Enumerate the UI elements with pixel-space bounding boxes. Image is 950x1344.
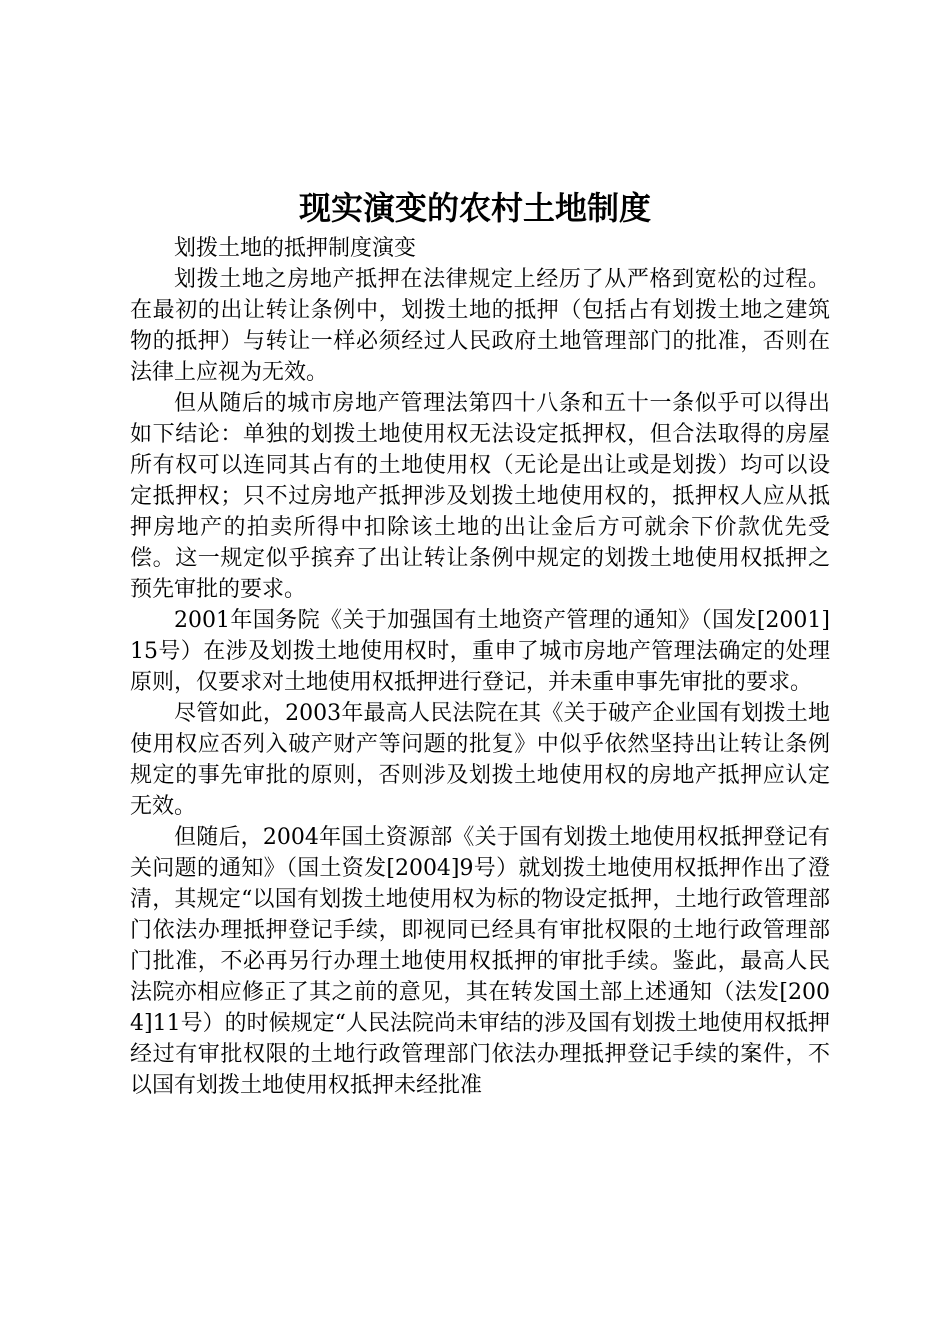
paragraph: 但从随后的城市房地产管理法第四十八条和五十一条似乎可以得出如下结论：单独的划拨土地使用权无法设定抵押权，但合法取得的房屋所有权可以连同其占有的土地使用权（无论是出让或是划拨）均可以设定抵押权；只不过房地产抵押涉及划拨土地使用权的，抵押权人应从抵押房地产的拍卖所得中扣除该土地的出让金后方可就余下价款优先受偿。这一规定似乎摈弃了出让转让条例中规定的划拨土地使用权抵押之预先审批的要求。 <box>130 391 830 602</box>
paragraph: 划拨土地之房地产抵押在法律规定上经历了从严格到宽松的过程。在最初的出让转让条例中，划拨土地的抵押（包括占有划拨土地之建筑物的抵押）与转让一样必须经过人民政府土地管理部门的批准，否则在法律上应视为无效。 <box>130 267 830 385</box>
document-body <box>130 233 830 1101</box>
document-title: 现实演变的农村土地制度 <box>298 189 651 227</box>
section-heading: 划拨土地的抵押制度演变 <box>174 236 417 261</box>
paragraph: 尽管如此，2003年最高人民法院在其《关于破产企业国有划拨土地使用权应否列入破产财产等问题的批复》中似乎依然坚持出让转让条例规定的事先审批的原则，否则涉及划拨土地使用权的房地产抵押应认定无效。 <box>130 701 830 819</box>
paragraph: 但随后，2004年国土资源部《关于国有划拨土地使用权抵押登记有关问题的通知》（国土资发[2004]9号）就划拨土地使用权抵押作出了澄清，其规定“以国有划拨土地使用权为标的物设定抵押，土地行政管理部门依法办理抵押登记手续，即视同已经具有审批权限的土地行政管理部门批准，不必再另行办理土地使用权抵押的审批手续。鉴此，最高人民法院亦相应修正了其之前的意见，其在转发国土部上述通知（法发[2004]11号）的时候规定“人民法院尚未审结的涉及国有划拨土地使用权抵押经过有审批权限的土地行政管理部门依法办理抵押登记手续的案件，不以国有划拨土地使用权抵押未经批准 <box>130 825 830 1098</box>
paragraph: 2001年国务院《关于加强国有土地资产管理的通知》（国发[2001]15号）在涉及划拨土地使用权时，重申了城市房地产管理法确定的处理原则，仅要求对土地使用权抵押进行登记，并未重申事先审批的要求。 <box>130 608 830 695</box>
